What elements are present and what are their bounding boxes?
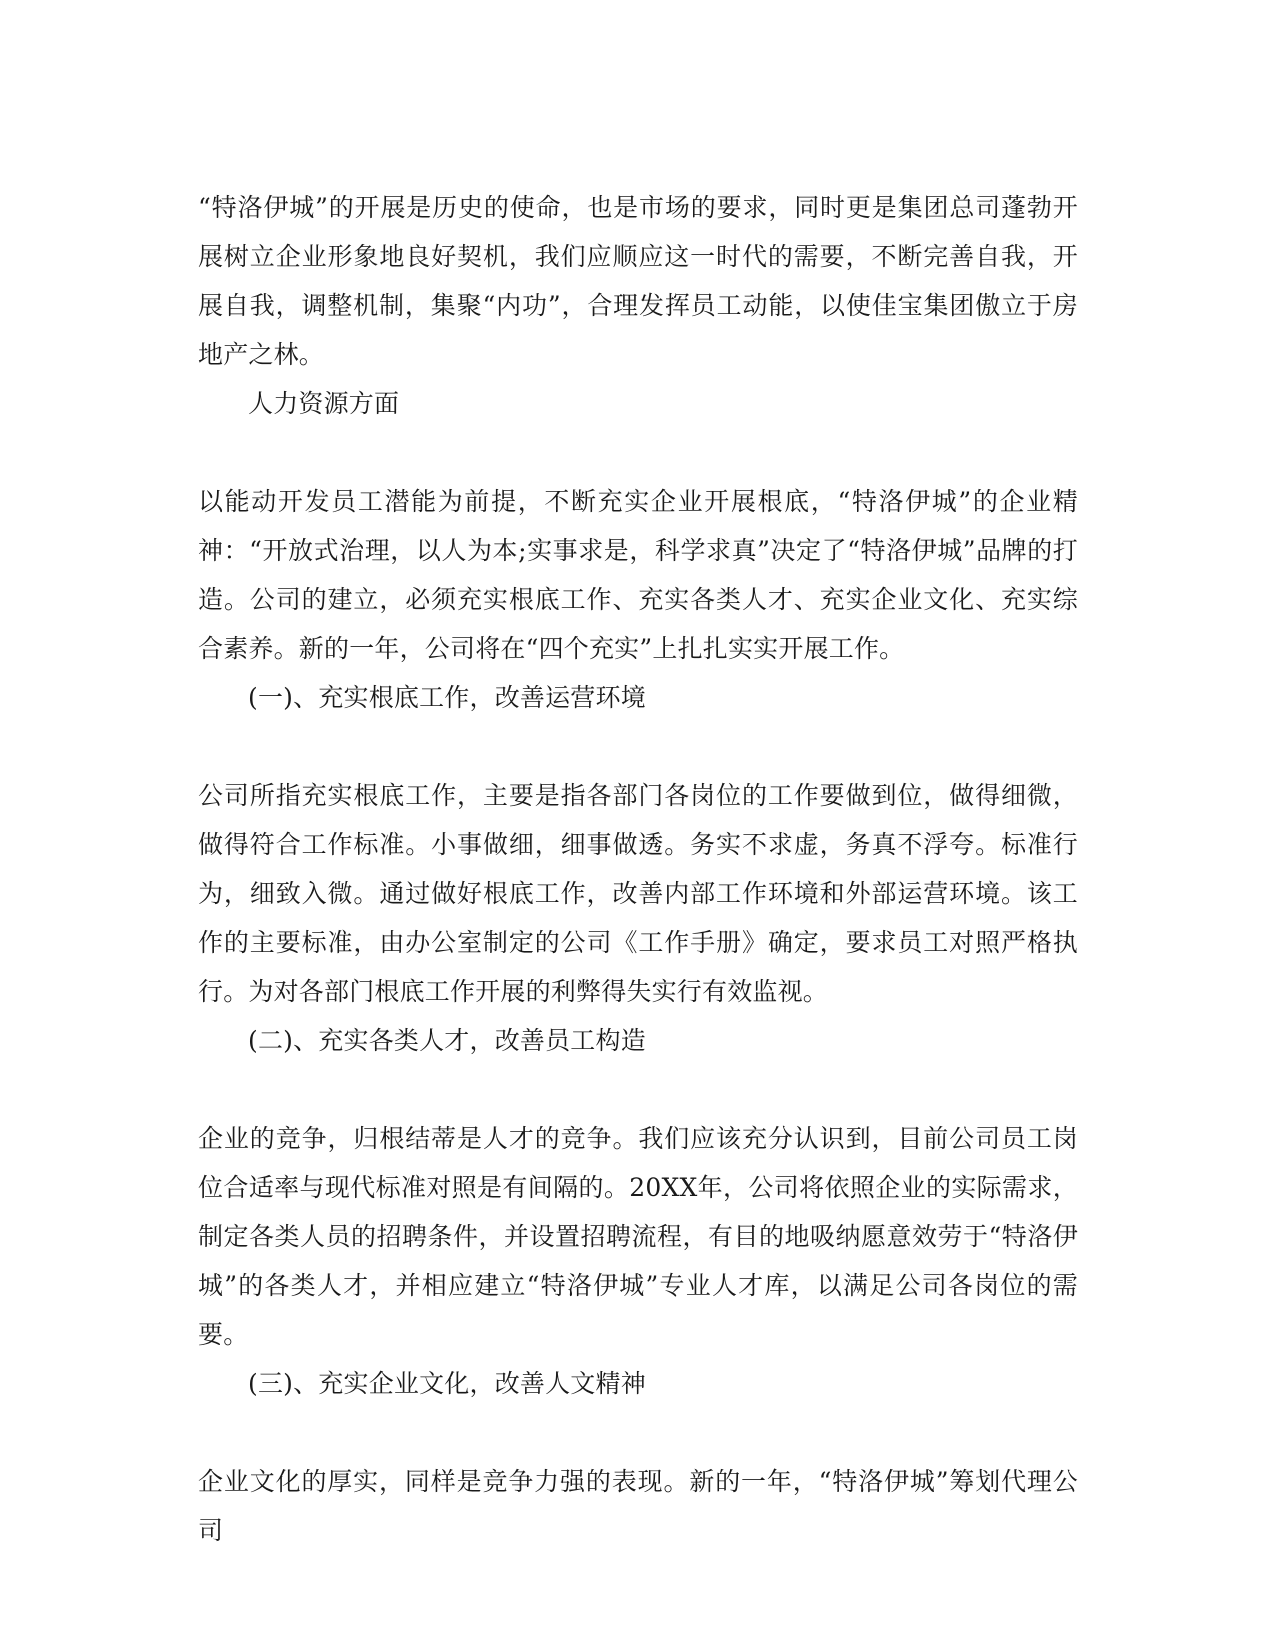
paragraph-hr: 以能动开发员工潜能为前提，不断充实企业开展根底，“特洛伊城”的企业精神：“开放式治理，以人为本;实事求是，科学求真”决定了“特洛伊城”品牌的打造。公司的建立，必须充实根底工作、充实各类人才、充实企业文化、充实综合素养。新的一年，公司将在“四个充实”上扎扎实实开展工作。 — [198, 487, 1078, 663]
section-heading-3: (三)、充实企业文化，改善人文精神 — [248, 1369, 646, 1398]
paragraph-intro: “特洛伊城”的开展是历史的使命，也是市场的要求，同时更是集团总司蓬勃开展树立企业形象地良好契机，我们应顺应这一时代的需要，不断完善自我，开展自我，调整机制，集聚“内功”，合理发挥员工动能，以使佳宝集团傲立于房地产之林。 — [198, 193, 1078, 369]
document-body — [198, 183, 1078, 1555]
paragraph-1: 公司所指充实根底工作，主要是指各部门各岗位的工作要做到位，做得细微，做得符合工作标准。小事做细，细事做透。务实不求虚，务真不浮夸。标准行为，细致入微。通过做好根底工作，改善内部工作环境和外部运营环境。该工作的主要标准，由办公室制定的公司《工作手册》确定，要求员工对照严格执行。为对各部门根底工作开展的利弊得失实行有效监视。 — [198, 781, 1078, 1006]
section-heading-1: (一)、充实根底工作，改善运营环境 — [248, 683, 646, 712]
paragraph-3: 企业文化的厚实，同样是竞争力强的表现。新的一年，“特洛伊城”筹划代理公司 — [198, 1467, 1078, 1545]
section-heading-hr: 人力资源方面 — [248, 389, 400, 418]
section-heading-2: (二)、充实各类人才，改善员工构造 — [248, 1026, 646, 1055]
paragraph-2: 企业的竞争，归根结蒂是人才的竞争。我们应该充分认识到，目前公司员工岗位合适率与现代标准对照是有间隔的。20XX年，公司将依照企业的实际需求，制定各类人员的招聘条件，并设置招聘流程，有目的地吸纳愿意效劳于“特洛伊城”的各类人才，并相应建立“特洛伊城”专业人才库，以满足公司各岗位的需要。 — [198, 1124, 1078, 1349]
